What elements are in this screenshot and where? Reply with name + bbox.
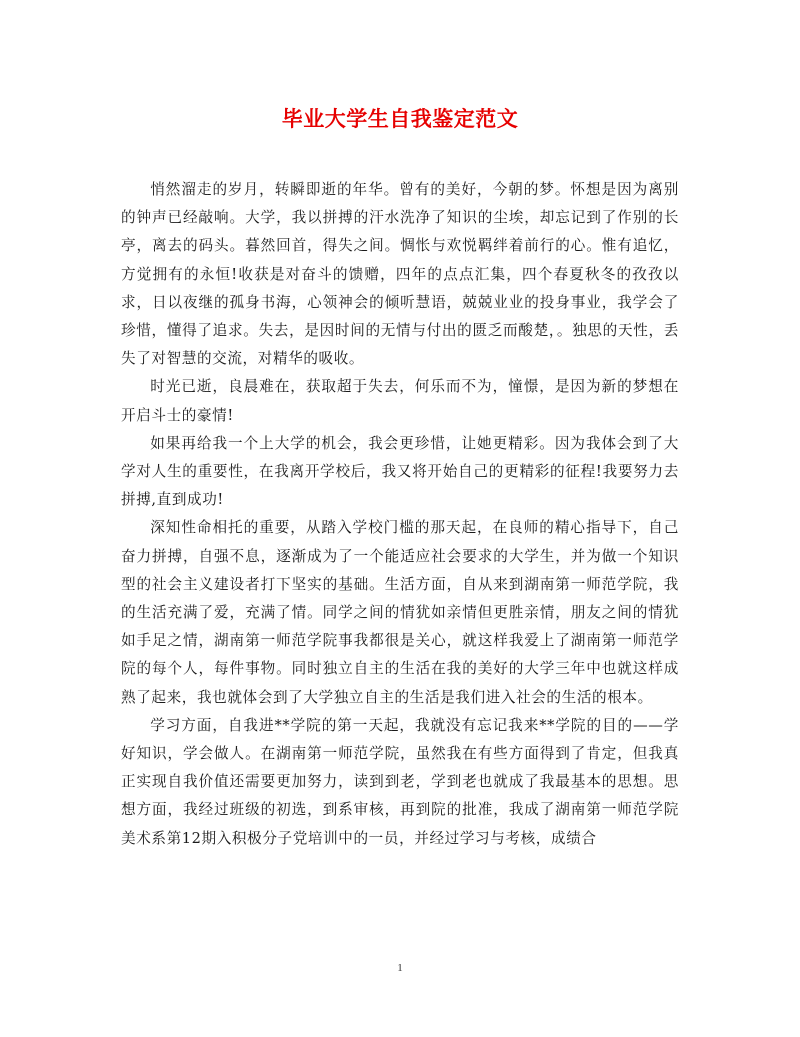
paragraph-1: 悄然溜走的岁月，转瞬即逝的年华。曾有的美好，今朝的梦。怀想是因为离别的钟声已经敲响。大学，我以拼搏的汗水洗净了知识的尘埃，却忘记到了作别的长亭，离去的码头。暮然回首，得失之间。惆怅与欢悦羁绊着前行的心。惟有追忆，方觉拥有的永恒!收获是对奋斗的馈赠，四年的点点汇集，四个春夏秋冬的孜孜以求，日以夜继的孤身书海，心领神会的倾听慧语，兢兢业业的投身事业，我学会了珍惜，懂得了追求。失去，是因时间的无情与付出的匮乏而酸楚，。独思的天性，丢失了对智慧的交流，对精华的吸收。: [121, 181, 679, 368]
paragraph-2: 时光已逝，良晨难在，获取超于失去，何乐而不为，憧憬，是因为新的梦想在开启斗士的豪情!: [121, 378, 679, 424]
paragraph-5: 学习方面，自我进**学院的第一天起，我就没有忘记我来**学院的目的——学好知识，学会做人。在湖南第一师范学院，虽然我在有些方面得到了肯定，但我真正实现自我价值还需要更加努力，读到到老，学到老也就成了我最基本的思想。思想方面，我经过班级的初选，到系审核，再到院的批准，我成了湖南第一师范学院美术系第12期入积极分子党培训中的一员，并经过学习与考核，成绩合: [121, 716, 679, 847]
document-body: [121, 176, 679, 853]
paragraph-3: 如果再给我一个上大学的机会，我会更珍惜，让她更精彩。因为我体会到了大学对人生的重要性，在我离开学校后，我又将开始自己的更精彩的征程!我要努力去拼搏,直到成功!: [121, 434, 679, 509]
document-title: 毕业大学生自我鉴定范文: [281, 106, 519, 131]
page-number: 1: [397, 962, 403, 974]
paragraph-4: 深知性命相托的重要，从踏入学校门槛的那天起，在良师的精心指导下，自己奋力拼搏，自强不息，逐渐成为了一个能适应社会要求的大学生，并为做一个知识型的社会主义建设者打下坚实的基础。生活方面，自从来到湖南第一师范学院，我的生活充满了爱，充满了情。同学之间的情犹如亲情但更胜亲情，朋友之间的情犹如手足之情，湖南第一师范学院事我都很是关心，就这样我爱上了湖南第一师范学院的每个人，每件事物。同时独立自主的生活在我的美好的大学三年中也就这样成熟了起来，我也就体会到了大学独立自主的生活是我们进入社会的生活的根本。: [121, 519, 679, 706]
